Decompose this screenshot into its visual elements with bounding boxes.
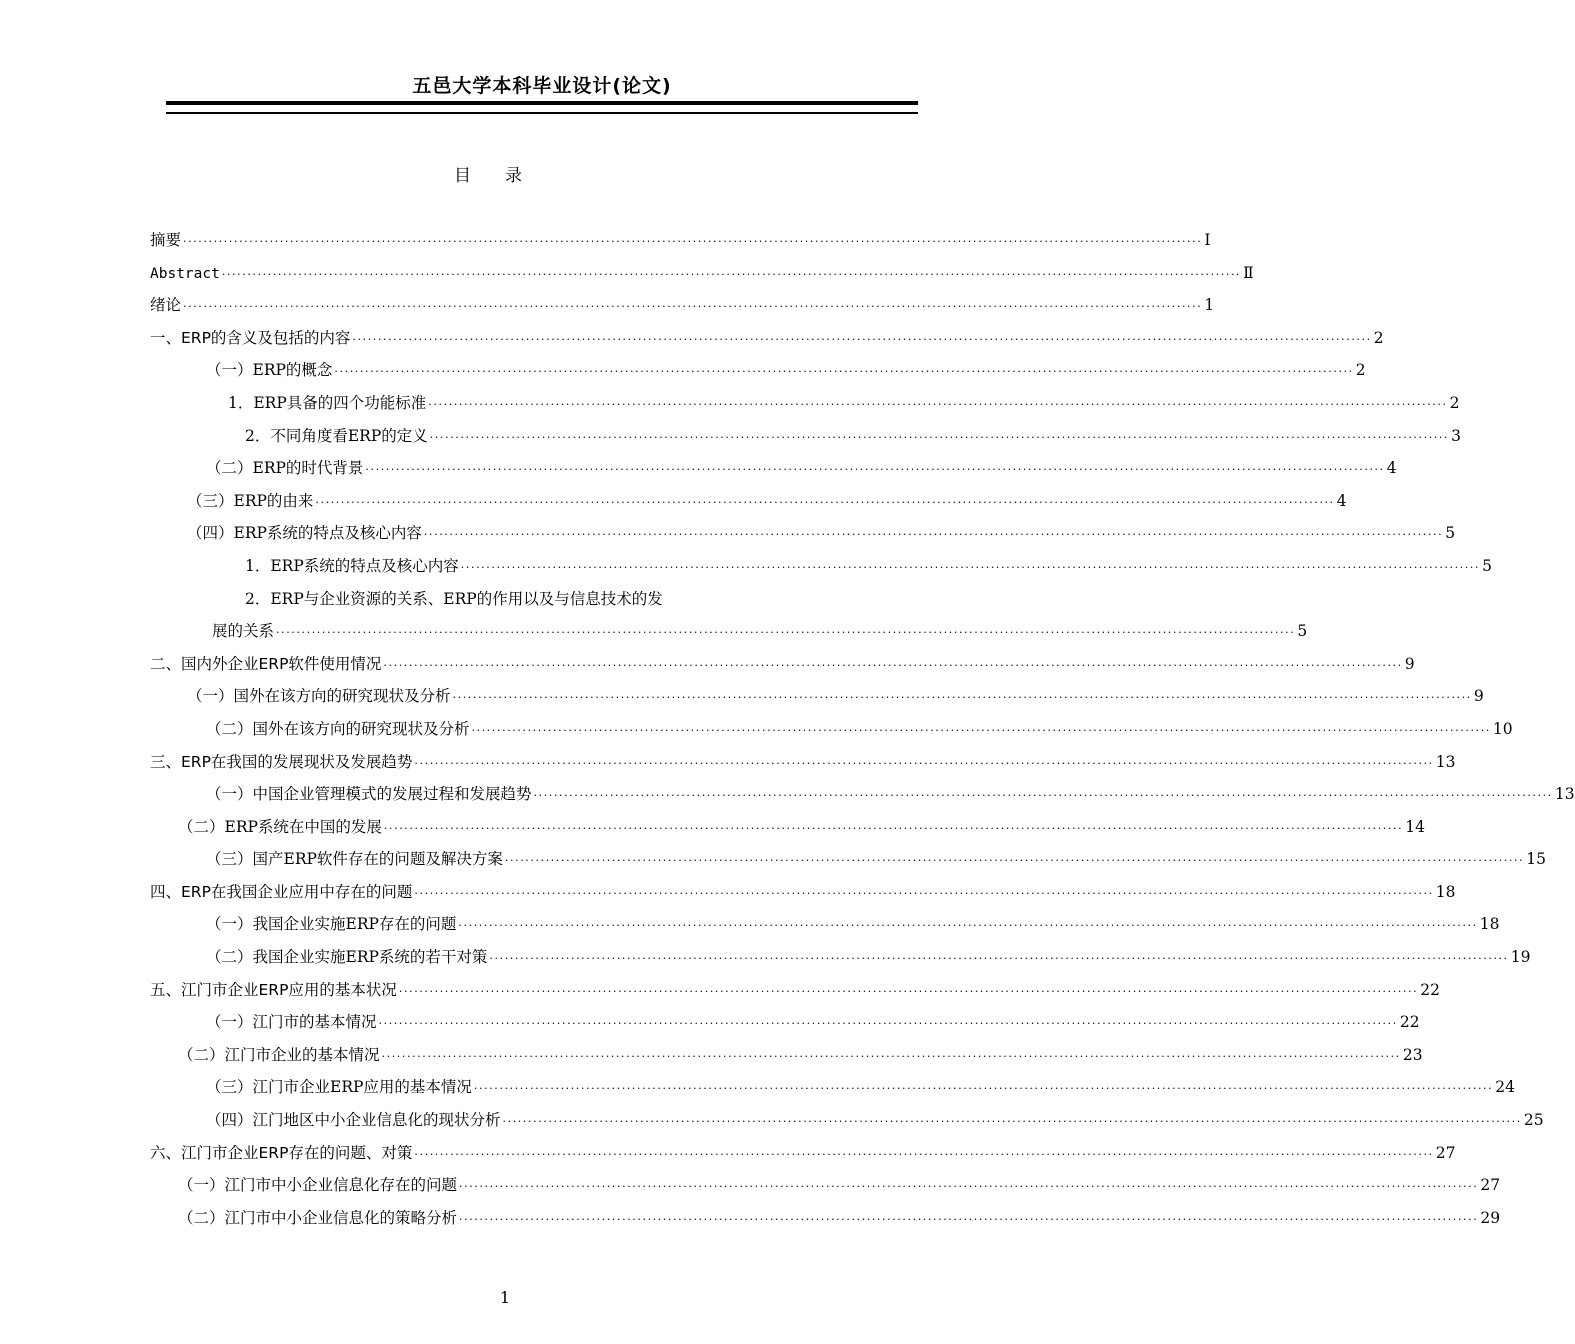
toc-entry-label: （三）国产ERP软件存在的问题及解决方案 [206, 850, 503, 869]
toc-entry[interactable] [150, 322, 1384, 355]
toc-entry[interactable] [150, 485, 1347, 518]
toc-entry-label: 2．ERP与企业资源的关系、ERP的作用以及与信息技术的发 [245, 589, 663, 608]
toc-entry[interactable] [150, 908, 1500, 941]
toc-leader-dots: ········································································································································································································ [221, 267, 1242, 281]
toc-entry-label: （四）江门地区中小企业信息化的现状分析 [206, 1111, 501, 1130]
toc-leader-dots: ········································································································································································································ [471, 723, 1491, 737]
toc-entry-page: 9 [1404, 654, 1415, 673]
toc-leader-dots: ········································································································································································································ [398, 984, 1419, 998]
toc-leader-dots: ········································································································································································································ [183, 300, 1203, 314]
toc-entry-label: 2．不同角度看ERP的定义 [245, 426, 428, 445]
toc-entry-page: 23 [1402, 1045, 1423, 1064]
header-rule-thick [166, 101, 918, 105]
toc-entry-label: （二）我国企业实施ERP系统的若干对策 [206, 948, 488, 967]
toc-entry[interactable] [150, 1137, 1456, 1170]
toc-entry-label: 展的关系 [212, 622, 275, 641]
toc-entry[interactable] [150, 517, 1456, 550]
toc-entry[interactable] [150, 1071, 1515, 1104]
toc-leader-dots: ········································································································································································································ [423, 528, 1444, 542]
toc-entry-label: 绪论 [150, 296, 182, 315]
toc-entry[interactable] [150, 746, 1456, 779]
toc-leader-dots: ········································································································································································································ [428, 397, 1448, 411]
toc-entry[interactable] [150, 583, 767, 616]
toc-entry-label: （三）ERP的由来 [187, 491, 314, 510]
toc-entry-page: 5 [1297, 622, 1308, 641]
toc-entry[interactable] [150, 550, 1492, 583]
toc-entry-page: 19 [1510, 948, 1531, 967]
toc-entry-page: 10 [1492, 719, 1513, 738]
toc-leader-dots: ········································································································································································································ [383, 821, 1404, 835]
toc-entry-label: （二）ERP的时代背景 [206, 459, 364, 478]
toc-entry-page: 3 [1451, 426, 1461, 445]
toc-entry-page: 4 [1386, 459, 1397, 478]
toc-leader-dots: ········································································································································································································ [459, 1212, 1479, 1226]
toc-entry-label: （一）ERP的概念 [206, 361, 333, 380]
toc-entry-page: 18 [1479, 915, 1500, 934]
toc-entry-label: （一）江门市的基本情况 [206, 1013, 377, 1032]
toc-leader-dots: ········································································································································································································ [429, 430, 1450, 444]
toc-leader-dots: ········································································································································································································ [414, 1147, 1434, 1161]
toc-entry[interactable] [150, 811, 1425, 844]
toc-leader-dots: ········································································································································································································ [489, 952, 1509, 966]
toc-entry-page: 22 [1399, 1013, 1420, 1032]
toc-entry-label: （二）江门市中小企业信息化的策略分析 [178, 1208, 458, 1227]
toc-entry-label: 1．ERP系统的特点及核心内容 [245, 556, 459, 575]
toc-entry-page: 13 [1435, 752, 1456, 771]
toc-entry-page: 14 [1405, 817, 1425, 836]
toc-entry[interactable] [150, 354, 1366, 387]
toc-entry[interactable] [150, 257, 1254, 290]
toc-entry-label: 1．ERP具备的四个功能标准 [228, 393, 427, 412]
toc-leader-dots: ········································································································································································································ [381, 1049, 1401, 1063]
toc-entry-page: I [1204, 231, 1211, 249]
toc-entry-page: 13 [1554, 785, 1575, 804]
toc-entry-label: （四）ERP系统的特点及核心内容 [187, 524, 422, 543]
toc-heading [0, 164, 1010, 188]
toc-entry[interactable] [150, 843, 1546, 876]
toc-entry[interactable] [150, 1104, 1544, 1137]
toc-entry-page: 5 [1445, 524, 1456, 543]
toc-entry[interactable] [150, 224, 1211, 257]
page-number: 1 [499, 1288, 511, 1307]
toc-leader-dots: ········································································································································································································ [459, 1180, 1479, 1194]
toc-entry-page: 5 [1482, 556, 1492, 575]
toc-leader-dots: ········································································································································································································ [378, 1017, 1398, 1031]
toc-entry[interactable] [150, 680, 1484, 713]
toc-leader-dots: ········································································································································································································ [473, 1082, 1494, 1096]
toc-entry-label: 五、江门市企业ERP应用的基本状况 [150, 980, 397, 999]
toc-entry-label: 六、江门市企业ERP存在的问题、对策 [150, 1143, 413, 1162]
toc-entry-label: （三）江门市企业ERP应用的基本情况 [206, 1078, 472, 1097]
toc-entry-page: 18 [1435, 882, 1456, 901]
toc-entry-label: Abstract [150, 265, 220, 282]
toc-entry-page: 4 [1336, 491, 1347, 510]
toc-entry-label: （二）ERP系统在中国的发展 [178, 817, 382, 836]
toc-entry-page: 2 [1449, 393, 1460, 412]
toc-entry[interactable] [150, 648, 1415, 681]
toc-entry[interactable] [150, 1169, 1501, 1202]
toc-leader-dots: ········································································································································································································ [352, 332, 1372, 346]
toc-entry-label: （二）江门市企业的基本情况 [178, 1045, 380, 1064]
toc-leader-dots: ········································································································································································································ [414, 756, 1434, 770]
toc-entry-label: 三、ERP在我国的发展现状及发展趋势 [150, 752, 413, 771]
toc-entry[interactable] [150, 1202, 1501, 1235]
toc-entry-page: 24 [1495, 1078, 1515, 1097]
toc-entry-page: 22 [1420, 980, 1440, 999]
toc-entry[interactable] [150, 615, 1308, 648]
toc-leader-dots: ········································································································································································································ [365, 463, 1385, 477]
toc-leader-dots: ········································································································································································································ [460, 560, 1481, 574]
toc-leader-dots: ········································································································································································································ [533, 789, 1553, 803]
toc-entry-label: 摘要 [150, 231, 182, 249]
toc-leader-dots: ········································································································································································································ [383, 658, 1403, 672]
toc-entry[interactable] [150, 420, 1461, 453]
toc-entry-page: 15 [1526, 850, 1546, 869]
toc-entry[interactable] [150, 289, 1215, 322]
toc-entry-page: 25 [1523, 1111, 1544, 1130]
header-rule-thin [166, 112, 918, 114]
toc-entry-page: 9 [1473, 687, 1484, 706]
toc-entry[interactable] [150, 1006, 1420, 1039]
toc-entry-page: 29 [1480, 1208, 1501, 1227]
toc-entry-label: 二、国内外企业ERP软件使用情况 [150, 654, 382, 673]
toc-entry[interactable] [150, 778, 1575, 811]
document-header-title: 五邑大学本科毕业设计(论文) [412, 75, 672, 97]
toc-entry[interactable] [150, 452, 1397, 485]
toc-leader-dots: ········································································································································································································ [414, 886, 1434, 900]
toc-leader-dots: ········································································································································································································ [183, 235, 1203, 248]
toc-entry-page: Ⅱ [1243, 263, 1254, 282]
toc-entry[interactable] [150, 974, 1440, 1007]
toc-entry[interactable] [150, 941, 1531, 974]
toc-entry-page: 27 [1480, 1176, 1501, 1195]
toc-leader-dots: ········································································································································································································ [452, 691, 1472, 705]
toc-entry[interactable] [150, 713, 1513, 746]
toc-heading-text: 目录 [454, 166, 556, 186]
toc-leader-dots: ········································································································································································································ [504, 854, 1525, 868]
toc-entry-label: 四、ERP在我国企业应用中存在的问题 [150, 882, 413, 901]
toc-leader-dots: ········································································································································································································ [315, 495, 1335, 509]
toc-leader-dots: ········································································································································································································ [502, 1115, 1522, 1129]
toc-entry-label: （一）我国企业实施ERP存在的问题 [206, 915, 457, 934]
toc-leader-dots: ········································································································································································································ [276, 626, 1296, 640]
toc-entry-label: （一）国外在该方向的研究现状及分析 [187, 687, 451, 706]
toc-leader-dots: ········································································································································································································ [458, 919, 1478, 933]
toc-entry-label: （二）国外在该方向的研究现状及分析 [206, 719, 470, 738]
toc-entry[interactable] [150, 387, 1460, 420]
table-of-contents [150, 224, 1575, 1234]
toc-leader-dots: ········································································································································································································ [334, 365, 1354, 379]
toc-entry-page: 27 [1435, 1143, 1456, 1162]
toc-entry-page: 2 [1355, 361, 1366, 380]
toc-entry-label: （一）中国企业管理模式的发展过程和发展趋势 [206, 785, 532, 804]
toc-entry-label: 一、ERP的含义及包括的内容 [150, 328, 351, 347]
toc-entry[interactable] [150, 1039, 1423, 1072]
toc-entry[interactable] [150, 876, 1456, 909]
toc-entry-page: 2 [1373, 328, 1384, 347]
toc-entry-label: （一）江门市中小企业信息化存在的问题 [178, 1176, 458, 1195]
toc-entry-page: 1 [1204, 296, 1215, 315]
